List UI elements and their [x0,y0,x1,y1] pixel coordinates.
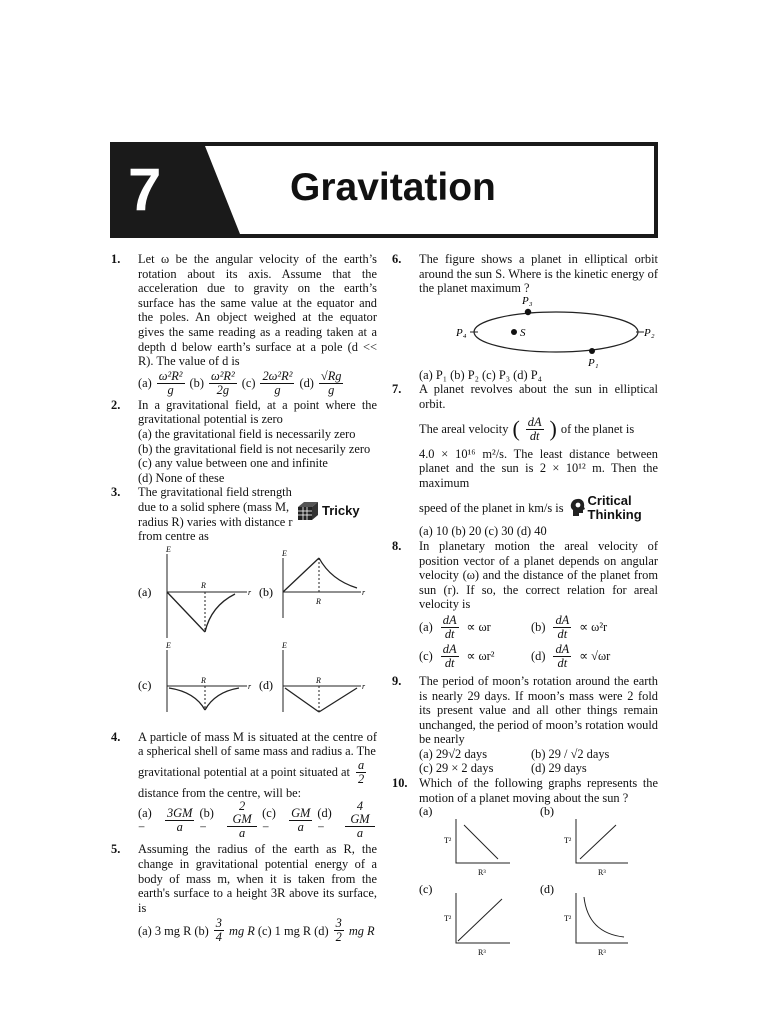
graph-b [283,558,361,618]
question-text: In planetary motion the areal velocity of position vector of a planet depends on angular velocity (ω) and the distance of the planet from sun (r). If so, the correct relation for areal velocity is [419,538,658,612]
question-text: The gravitational field strength due to a solid sphere (mass M, radius R) varies with distance r from centre as [138,485,293,544]
question-number: 5. [111,842,121,857]
question-number: 9. [392,673,402,688]
thinking-label: Thinking [587,507,642,523]
point-p2-label: P₂ [644,326,655,339]
option-a: (a) 29√2 days [419,746,488,761]
option-c: (c) 29 × 2 days [419,761,494,776]
option-label: (c) [241,375,256,390]
graph-a [456,819,510,863]
axis-label: R [201,580,206,590]
option-label: (b) − [199,805,214,835]
graph-c [167,650,247,712]
option-a-fraction: $\frac{\text{ω²R²}}{g}$ [158,368,183,397]
option-d-fraction: $\frac{√Rg}{g}$ [320,368,342,397]
head-gears-icon [570,498,586,518]
question-text: Which of the following graphs represents the motion of a planet moving about the sun ? [419,776,658,805]
axis-label: r [248,681,252,691]
option-b: (b) 29 / √2 days [531,746,610,761]
graph-d [576,893,628,943]
q3-graphs [111,546,377,726]
question-number: 8. [392,538,402,553]
option-b: (b) $\frac{dA}{dt}$ ∝ ω²r [531,612,608,641]
question-text: Assuming the radius of the earth as R, the change in gravitational potential energy of a body of mass m, when it is taken from the earth's surface to a height 3R above its surface, is [138,842,377,915]
option-tail: mg R [229,923,255,938]
axis-label: E [166,545,171,554]
chapter-title: Gravitation [290,166,496,209]
question-6 [392,252,658,296]
graph-a-label: (a) [419,805,433,819]
graph-c-label: (c) [419,882,433,897]
question-text: The areal velocity [419,421,509,436]
question-2 [111,398,377,486]
graph-c-label: (c) [138,677,152,692]
option-tail: mg R [348,923,375,938]
x-axis-label: R³ [598,948,606,956]
right-column [392,252,658,955]
axis-label: R [316,596,321,606]
q9-options [419,747,658,776]
q10-graphs [392,805,658,955]
question-text-line [419,494,658,522]
question-9 [392,674,658,776]
option-b-fraction: $\frac{2 GM}{a}$ [227,800,257,840]
y-axis-label: T² [444,914,452,924]
options-row [138,370,377,397]
option-label: (a) − [138,805,152,835]
q6-options: (a) P₁ (b) P₂ (c) P₃ (d) P₄ [419,367,542,382]
question-text: Let ω be the angular velocity of the earth’s rotation about its axis. Assume that the acceleration due to gravity on the earth’s surface has the same value at the equator and the poles. An object weighed at the equator gives the same reading as a reading taken at a depth d below earth’s surface at a pole (d << R). The value of d is [138,252,377,369]
option-a: (a) $\frac{dA}{dt}$ ∝ ωr [419,612,491,641]
sun-label: S [520,326,526,339]
q7-options: (a) 10 (b) 20 (c) 30 (d) 40 [419,524,547,539]
y-axis-label: T² [444,836,452,846]
graph-d [283,650,361,712]
question-4 [111,730,377,841]
axis-label: r [362,681,366,691]
question-text-line [138,759,377,786]
axis-label: E [282,640,287,650]
left-column [111,252,377,944]
y-axis-label: T² [564,914,572,924]
tricky-badge [297,501,360,521]
question-text: of the planet is [560,421,635,436]
point-p3-label: P₃ [522,295,533,307]
question-number: 3. [111,485,121,500]
question-number: 6. [392,252,402,266]
option-label: (c) − [262,805,276,835]
y-axis-label: T² [564,836,572,846]
option-a: (a) 3 mg R [138,923,192,938]
orbit-diagram [392,296,658,368]
question-text: gravitational potential at a point situated at [138,765,350,780]
question-text: A planet revolves about the sun in elliptical orbit. [419,382,658,411]
question-text: The period of moon’s rotation around the earth is nearly 29 days. If moon’s mass were 2 fold its present value and all other things remain unchanged, the period of moon’s rotation would be nearly [419,673,658,747]
option-d-fraction: $\frac{4 GM}{a}$ [345,800,375,840]
option-label: (d) − [317,805,332,835]
tricky-cube-icon [297,501,319,521]
axis-label: r [248,587,252,597]
option-label: (d) [314,923,329,938]
question-number: 2. [111,397,121,412]
axis-label: E [282,548,287,558]
question-text-line: The areal velocity ( $\frac{dA}{dt}$ ) of the planet is [419,414,635,443]
question-3 [111,485,377,543]
option-b-fraction: $\frac{\text{ω²R²}}{2g}$ [210,368,235,397]
option-label: (d) [299,375,314,390]
option-d-fraction: $\frac{3}{2}$ [335,916,342,945]
chapter-banner [110,142,658,238]
point-p4-label: P₄ [456,326,467,339]
graph-b-label: (b) [540,805,554,819]
graph-b-label: (b) [259,584,273,599]
option-a: (a) the gravitational field is necessarily zero [138,426,356,441]
question-number: 1. [111,252,121,266]
graph-d-label: (d) [259,677,273,692]
option-label: (b) [189,375,204,390]
x-axis-label: R³ [598,868,606,878]
option-b-fraction: $\frac{3}{4}$ [215,916,222,945]
option-c: (c) 1 mg R [257,923,312,938]
question-text: A particle of mass M is situated at the centre of a spherical shell of same mass and radius a. The [138,729,377,759]
option-b: (b) the gravitational field is not necesarily zero [138,441,371,456]
question-7 [392,382,658,539]
graph-d-label: (d) [540,882,554,897]
question-number: 7. [392,382,402,397]
critical-thinking-badge [570,494,642,522]
graph-a-label: (a) [138,584,152,599]
question-8 [392,539,658,670]
option-label: (b) [194,923,209,938]
graph-a [167,554,247,638]
axis-label: R [201,675,206,685]
option-c-fraction: $\frac{\text{2ω²R²}}{g}$ [262,368,293,397]
axis-label: E [166,640,171,650]
question-1 [111,252,377,397]
x-axis-label: R³ [478,948,486,956]
option-label: (a) [138,375,152,390]
options-row [138,800,377,840]
option-c-fraction: $\frac{GM}{a}$ [291,805,311,834]
question-5 [111,842,377,944]
option-c: (c) $\frac{dA}{dt}$ ∝ ωr² [419,641,495,670]
chapter-number: 7 [128,156,162,223]
question-10 [392,776,658,805]
option-d: (d) $\frac{dA}{dt}$ ∝ √ωr [531,641,611,670]
option-a-fraction: $\frac{3GM}{a}$ [166,805,193,834]
question-text: In a gravitational field, at a point where the gravitational potential is zero [138,397,377,427]
question-text: speed of the planet in km/s is [419,501,564,516]
question-text: 4.0 × 10¹⁶ m²/s. The least distance between planet and the sun is 2 × 10¹² m. Then the maximum [419,446,658,490]
graph-c [456,893,510,943]
point-p1-label: P₁ [588,356,599,368]
x-axis-label: R³ [478,868,486,878]
areal-velocity-fraction: $\frac{dA}{dt}$ [527,414,542,443]
axis-label: R [316,675,321,685]
question-number: 10. [392,776,408,791]
option-c: (c) any value between one and infinite [138,456,328,471]
q8-options [419,614,658,670]
axis-label: r [362,587,366,597]
critical-label: Critical [587,493,632,509]
question-text: distance from the centre, will be: [138,785,302,800]
options-row [138,917,377,944]
option-d: (d) 29 days [531,761,587,776]
question-number: 4. [111,729,121,744]
option-d: (d) None of these [138,470,225,485]
graph-b [576,819,628,863]
question-text: The figure shows a planet in elliptical orbit around the sun S. Where is the kinetic energy of the planet maximum ? [419,252,658,296]
half-fraction: $\frac{a}{2}$ [357,757,365,786]
tricky-label: Tricky [322,503,360,519]
